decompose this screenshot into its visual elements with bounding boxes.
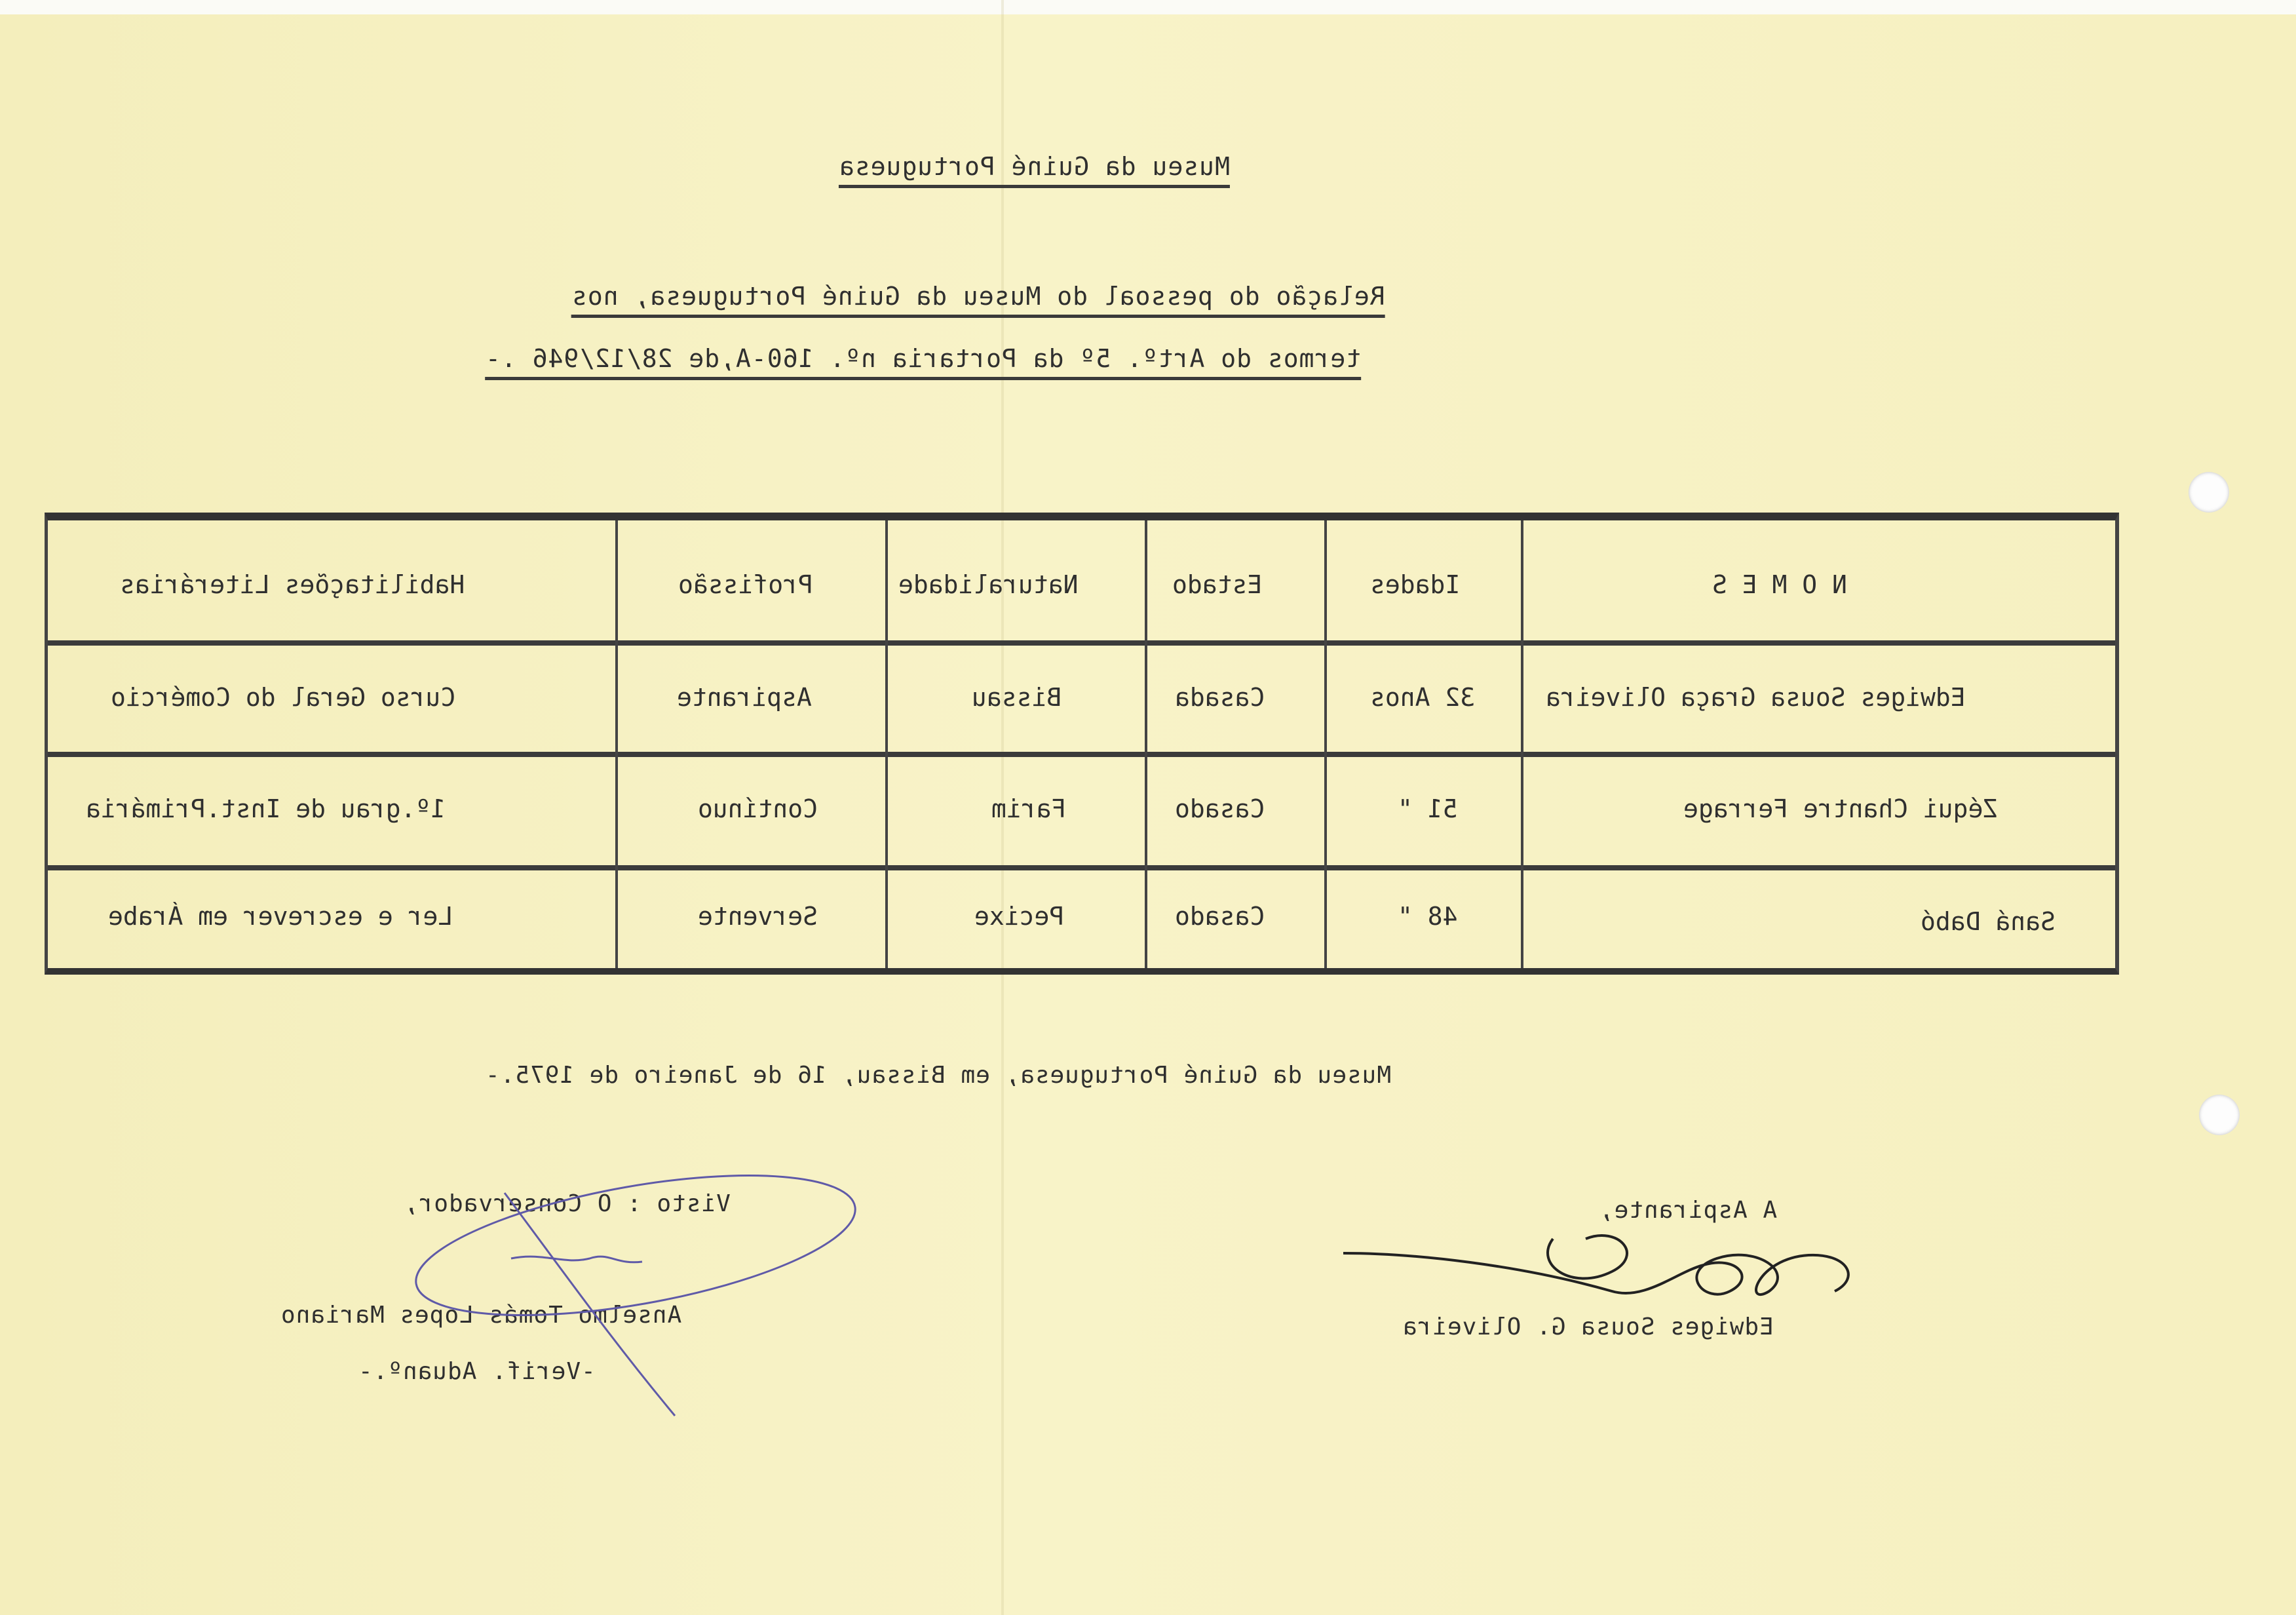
row2-idade: 51 " (1398, 794, 1458, 823)
row1-habilitacoes: Curso Geral do Comércio (111, 683, 456, 712)
intro-line-2: termos do Artº. 5º da Portaria nº. 160-A,de 28/12/946 .- (485, 344, 1361, 380)
row3-profissao: Servente (698, 902, 818, 931)
header-estado: Estado (1172, 570, 1263, 599)
row3-habilitacoes: Ler e escrever em Árabe (108, 902, 453, 931)
paper-edge (0, 0, 2296, 14)
aspirante-name: Edwiges Sousa G. Oliveira (1402, 1313, 1774, 1340)
visto-label: Visto : O Conservador, (404, 1190, 731, 1217)
row2-profissao: Contínuo (698, 794, 818, 823)
aspirante-label: A Aspirante, (1599, 1197, 1778, 1224)
intro-line-1: Relação do pessoal do Museu da Guiné Portuguesa, nos (571, 282, 1385, 318)
row2-nome: Zéqui Chantre Ferrage (1683, 794, 1999, 823)
row2-naturalidade: Farim (991, 794, 1067, 823)
conservador-signature (393, 1154, 904, 1429)
row-divider (48, 752, 2115, 757)
aspirante-signature (1337, 1193, 1874, 1337)
header-profissao: Profissão (678, 570, 813, 599)
row3-idade: 48 " (1398, 902, 1458, 931)
row3-estado: Casado (1175, 902, 1265, 931)
column-divider (615, 520, 618, 968)
staff-table (45, 513, 2119, 975)
conservador-title: -Verif. Aduanº.- (358, 1358, 596, 1385)
row1-idade: 32 Anos (1370, 683, 1476, 712)
row3-nome: Saná Dabó (1921, 907, 2056, 936)
place-date-line: Museu da Guiné Portuguesa, em Bissau, 16 de Janeiro de 1975.- (485, 1062, 1392, 1089)
conservador-name: Anselmo Tomás Lopes Mariano (280, 1302, 682, 1329)
row2-habilitacoes: 1º.grau de Inst.Primária (86, 794, 446, 823)
row3-naturalidade: Pecixe (974, 902, 1065, 931)
row1-naturalidade: Bissau (972, 683, 1062, 712)
row2-estado: Casado (1175, 794, 1265, 823)
header-naturalidade: Naturalidade (898, 570, 1079, 599)
row1-estado: Casada (1175, 683, 1265, 712)
row-divider (48, 640, 2115, 646)
column-divider (885, 520, 888, 968)
header-habilitacoes: Habilitações Literárias (120, 570, 465, 599)
row1-profissao: Aspirante (677, 683, 812, 712)
column-divider (1145, 520, 1147, 968)
row1-nome: Edwiges Sousa Graça Oliveira (1546, 683, 1966, 712)
punch-hole-bottom (2199, 1095, 2240, 1135)
row-divider (48, 865, 2115, 870)
punch-hole-top (2189, 472, 2229, 513)
document-title: Museu da Guiné Portuguesa (839, 152, 1230, 188)
column-divider (1521, 520, 1523, 968)
header-nomes: N O M E S (1712, 570, 1847, 599)
header-idades: Idades (1370, 570, 1461, 599)
column-divider (1324, 520, 1327, 968)
